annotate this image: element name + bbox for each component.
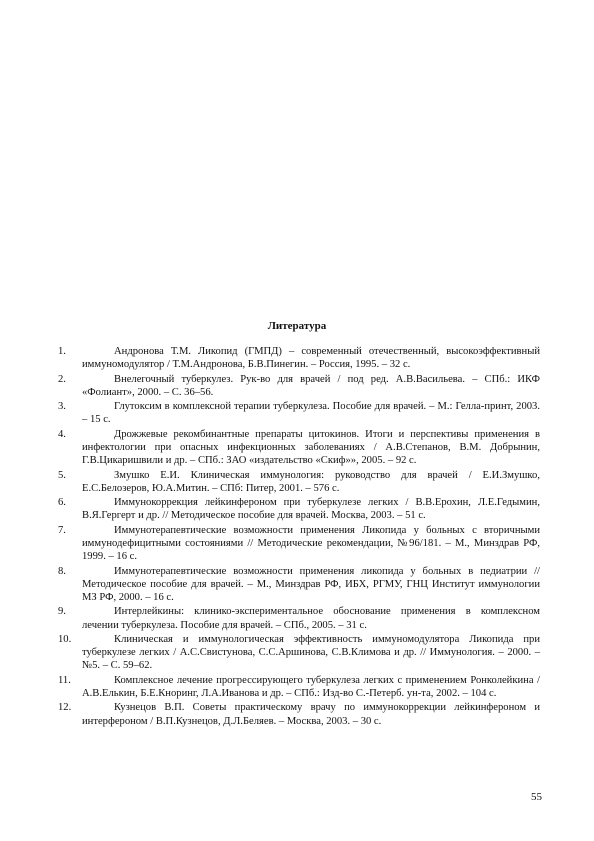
reference-text: Андронова Т.М. Ликопид (ГМПД) – современный отечественный, высокоэффективный иммуномодулятор / Т.М.Андронова, Б.В.Пинегин. – Россия, 1995. – 32 с. xyxy=(82,346,540,371)
reference-number: 3. xyxy=(58,401,66,413)
reference-item xyxy=(58,345,540,371)
reference-text: Глутоксим в комплексной терапии туберкулеза. Пособие для врачей. – М.: Гелла-принт, 2003. – 15 с. xyxy=(82,401,540,426)
reference-list xyxy=(58,345,540,729)
reference-item xyxy=(58,400,540,426)
reference-text: Комплексное лечение прогрессирующего туберкулеза легких с применением Ронколейкина / А.В.Елькин, Б.Е.Кноринг, Л.А.Иванова и др. – СПб.: Изд-во С.-Петерб. ун-та, 2002. – 104 с. xyxy=(82,674,540,699)
reference-number: 4. xyxy=(58,428,66,440)
reference-item xyxy=(58,674,540,700)
reference-number: 10. xyxy=(58,633,72,645)
reference-item xyxy=(58,496,540,522)
reference-text: Интерлейкины: клинико-экспериментальное обоснование применения в комплексном лечении туберкулеза. Пособие для врачей. – СПб., 2005. – 31 с. xyxy=(82,606,540,631)
reference-number: 7. xyxy=(58,524,66,536)
reference-item xyxy=(58,701,540,727)
page-title: Литература xyxy=(267,320,327,332)
reference-number: 1. xyxy=(58,346,66,357)
reference-text: Кузнецов В.П. Советы практическому врачу по иммунокоррекции лейкинфероном и интерфероном / В.П.Кузнецов, Д.Л.Беляев. – Москва, 2003. – 30 с. xyxy=(82,702,540,727)
reference-number: 6. xyxy=(58,497,66,509)
reference-item xyxy=(58,565,540,605)
reference-text: Иммунотерапевтические возможности применения ликопида у больных в педиатрии // Методическое пособие для врачей. – М., Минздрав РФ, ИБХ, РГМУ, ГНЦ Институт иммунологии МЗ РФ, 2000. – 16 с. xyxy=(82,565,540,603)
reference-item xyxy=(58,428,540,468)
reference-text: Дрожжевые рекомбинантные препараты цитокинов. Итоги и перспективы применения в инфектологии при опасных инфекционных заболеваниях / А.В.Степанов, В.М. Добрынин, Г.В.Цикаришвили и др. – СПб.: ЗАО «издательство «Скиф»», 2005. – 92 с. xyxy=(82,428,540,467)
reference-item xyxy=(58,605,540,631)
reference-number: 5. xyxy=(58,469,66,481)
reference-item xyxy=(58,469,540,495)
reference-number: 11. xyxy=(58,674,71,686)
reference-item xyxy=(58,633,540,673)
reference-number: 8. xyxy=(58,565,66,577)
reference-text: Внелегочный туберкулез. Рук-во для врачей / под ред. А.В.Васильева. – СПб.: ИКФ «Фолиант», 2000. – С. 36–56. xyxy=(82,373,540,398)
reference-number: 9. xyxy=(58,606,66,618)
reference-text: Иммунотерапевтические возможности применения Ликопида у больных с вторичными иммунодефицитными состояниями // Методические рекомендации, №96/181. – М., Минздрав РФ, 1999. – 16 с. xyxy=(82,524,540,563)
reference-item xyxy=(58,373,540,399)
reference-number: 2. xyxy=(58,373,66,385)
page-number: 55 xyxy=(531,791,542,803)
reference-item xyxy=(58,524,540,564)
reference-text: Клиническая и иммунологическая эффективность иммуномодулятора Ликопида при туберкулезе легких / А.С.Свистунова, С.С.Аршинова, С.В.Климова и др. // Иммунология. – 2000. – №5. – С. 59–62. xyxy=(82,633,540,672)
reference-text: Иммунокоррекция лейкинфероном при туберкулезе легких / В.В.Ерохин, Л.Е.Гедымин, В.Я.Гергерт и др. // Методическое пособие для врачей. Москва, 2003. – 51 с. xyxy=(82,497,540,522)
reference-text: Змушко Е.И. Клиническая иммунология: руководство для врачей / Е.И.Змушко, Е.С.Белозеров, Ю.А.Митин. – СПб: Питер, 2001. – 576 с. xyxy=(82,469,540,494)
reference-number: 12. xyxy=(58,702,72,714)
